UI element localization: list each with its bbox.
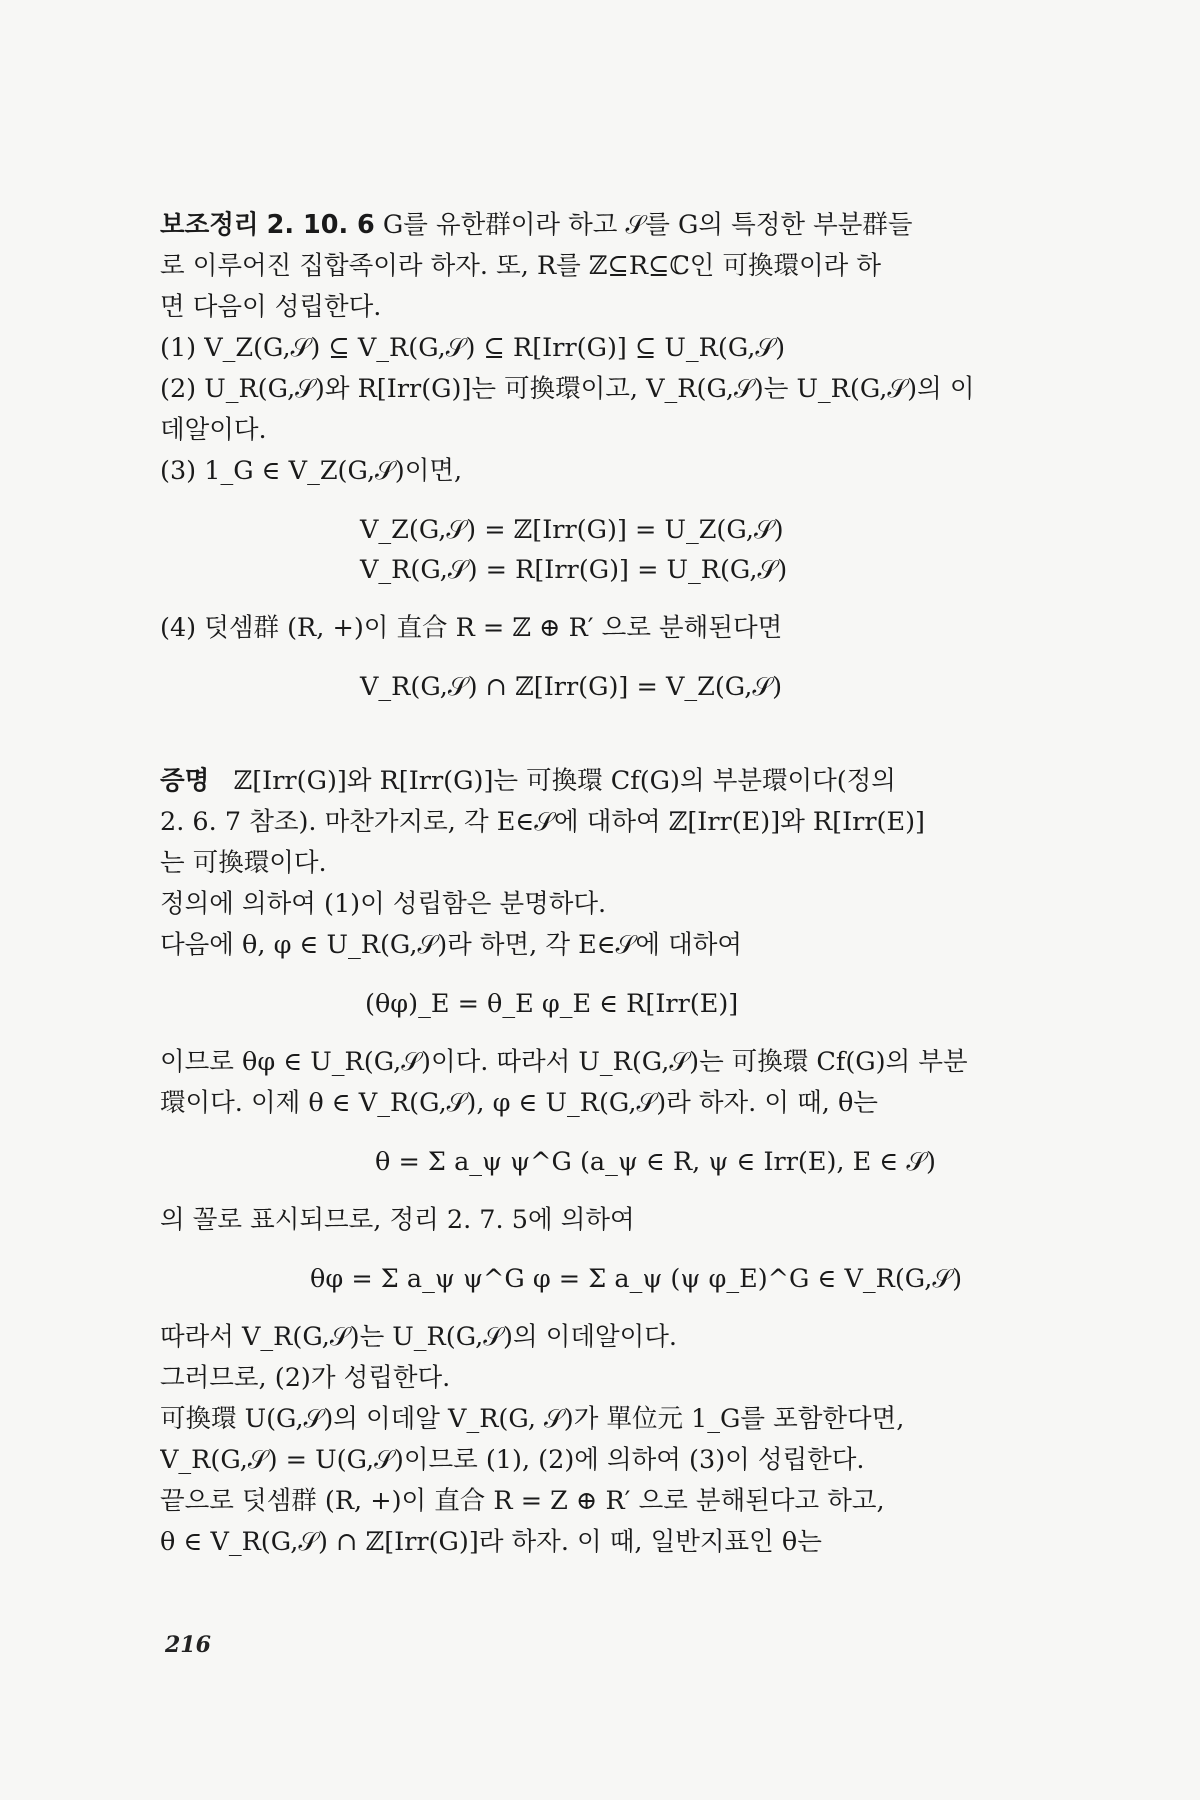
lemma-eq-4: V_R(G,𝒮) ∩ ℤ[Irr(G)] = V_Z(G,𝒮) (360, 672, 783, 702)
proof-text-1: ℤ[Irr(G)]와 R[Irr(G)]는 可換環 Cf(G)의 부분環이다(정의 (233, 766, 896, 796)
lemma-statement-2: 로 이루어진 집합족이라 하자. 또, R를 ℤ⊆R⊆ℂ인 可換環이라 하 (160, 251, 881, 281)
proof-line-4: 정의에 의하여 (1)이 성립함은 분명하다. (160, 889, 607, 919)
proof-line-8: 의 꼴로 표시되므로, 정리 2. 7. 5에 의하여 (160, 1205, 635, 1235)
lemma-eq-3a: V_Z(G,𝒮) = ℤ[Irr(G)] = U_Z(G,𝒮) (360, 515, 784, 545)
lemma-item-1: (1) V_Z(G,𝒮) ⊆ V_R(G,𝒮) ⊆ R[Irr(G)] ⊆ U_R(G,𝒮) (160, 333, 786, 363)
proof-line-5: 다음에 θ, φ ∈ U_R(G,𝒮)라 하면, 각 E∈𝒮에 대하여 (160, 930, 742, 960)
page-body (160, 205, 1020, 1563)
lemma-line-1 (160, 205, 1020, 246)
lemma-item-3: (3) 1_G ∈ V_Z(G,𝒮)이면, (160, 456, 463, 486)
lemma-eq-3b: V_R(G,𝒮) = R[Irr(G)] = U_R(G,𝒮) (360, 555, 788, 585)
page-number: 216 (165, 1632, 211, 1658)
proof-eq-1: (θφ)_E = θ_E φ_E ∈ R[Irr(E)] (365, 989, 739, 1019)
lemma-statement-1: G를 유한群이라 하고 𝒮를 G의 특정한 부분群들 (382, 210, 913, 240)
proof-line-12: V_R(G,𝒮) = U(G,𝒮)이므로 (1), (2)에 의하여 (3)이 성립한다. (160, 1445, 865, 1475)
proof-line-14: θ ∈ V_R(G,𝒮) ∩ ℤ[Irr(G)]라 하자. 이 때, 일반지표인 θ는 (160, 1527, 822, 1557)
proof-heading: 증명 (160, 766, 210, 796)
proof-line-7: 環이다. 이제 θ ∈ V_R(G,𝒮), φ ∈ U_R(G,𝒮)라 하자. 이 때, θ는 (160, 1088, 878, 1118)
lemma-number: 2. 10. 6 (266, 210, 375, 240)
lemma-item-2: (2) U_R(G,𝒮)와 R[Irr(G)]는 可換環이고, V_R(G,𝒮)는 U_R(G,𝒮)의 이 (160, 374, 975, 404)
lemma-item-4: (4) 덧셈群 (R, +)이 直合 R = ℤ ⊕ R′ 으로 분해된다면 (160, 613, 783, 643)
proof-line-11: 可換環 U(G,𝒮)의 이데알 V_R(G, 𝒮)가 單位元 1_G를 포함한다면, (160, 1404, 905, 1434)
proof-line-2: 2. 6. 7 참조). 마찬가지로, 각 E∈𝒮에 대하여 ℤ[Irr(E)]와 R[Irr(E)] (160, 807, 925, 837)
proof-eq-2: θ = Σ a_ψ ψ^G (a_ψ ∈ R, ψ ∈ Irr(E), E ∈ 𝒮) (375, 1147, 937, 1177)
proof-line-6: 이므로 θφ ∈ U_R(G,𝒮)이다. 따라서 U_R(G,𝒮)는 可換環 Cf(G)의 부분 (160, 1047, 968, 1077)
proof-line-9: 따라서 V_R(G,𝒮)는 U_R(G,𝒮)의 이데알이다. (160, 1322, 677, 1352)
proof-line-10: 그러므로, (2)가 성립한다. (160, 1363, 451, 1393)
proof-eq-3: θφ = Σ a_ψ ψ^G φ = Σ a_ψ (ψ φ_E)^G ∈ V_R(G,𝒮) (310, 1264, 963, 1294)
lemma-statement-3: 면 다음이 성립한다. (160, 292, 382, 322)
lemma-item-2-cont: 데알이다. (160, 415, 267, 445)
lemma-heading: 보조정리 (160, 210, 259, 240)
proof-line-3: 는 可換環이다. (160, 848, 327, 878)
proof-line-1 (160, 761, 1020, 802)
proof-line-13: 끝으로 덧셈群 (R, +)이 直合 R = Z ⊕ R′ 으로 분해된다고 하고, (160, 1486, 885, 1516)
